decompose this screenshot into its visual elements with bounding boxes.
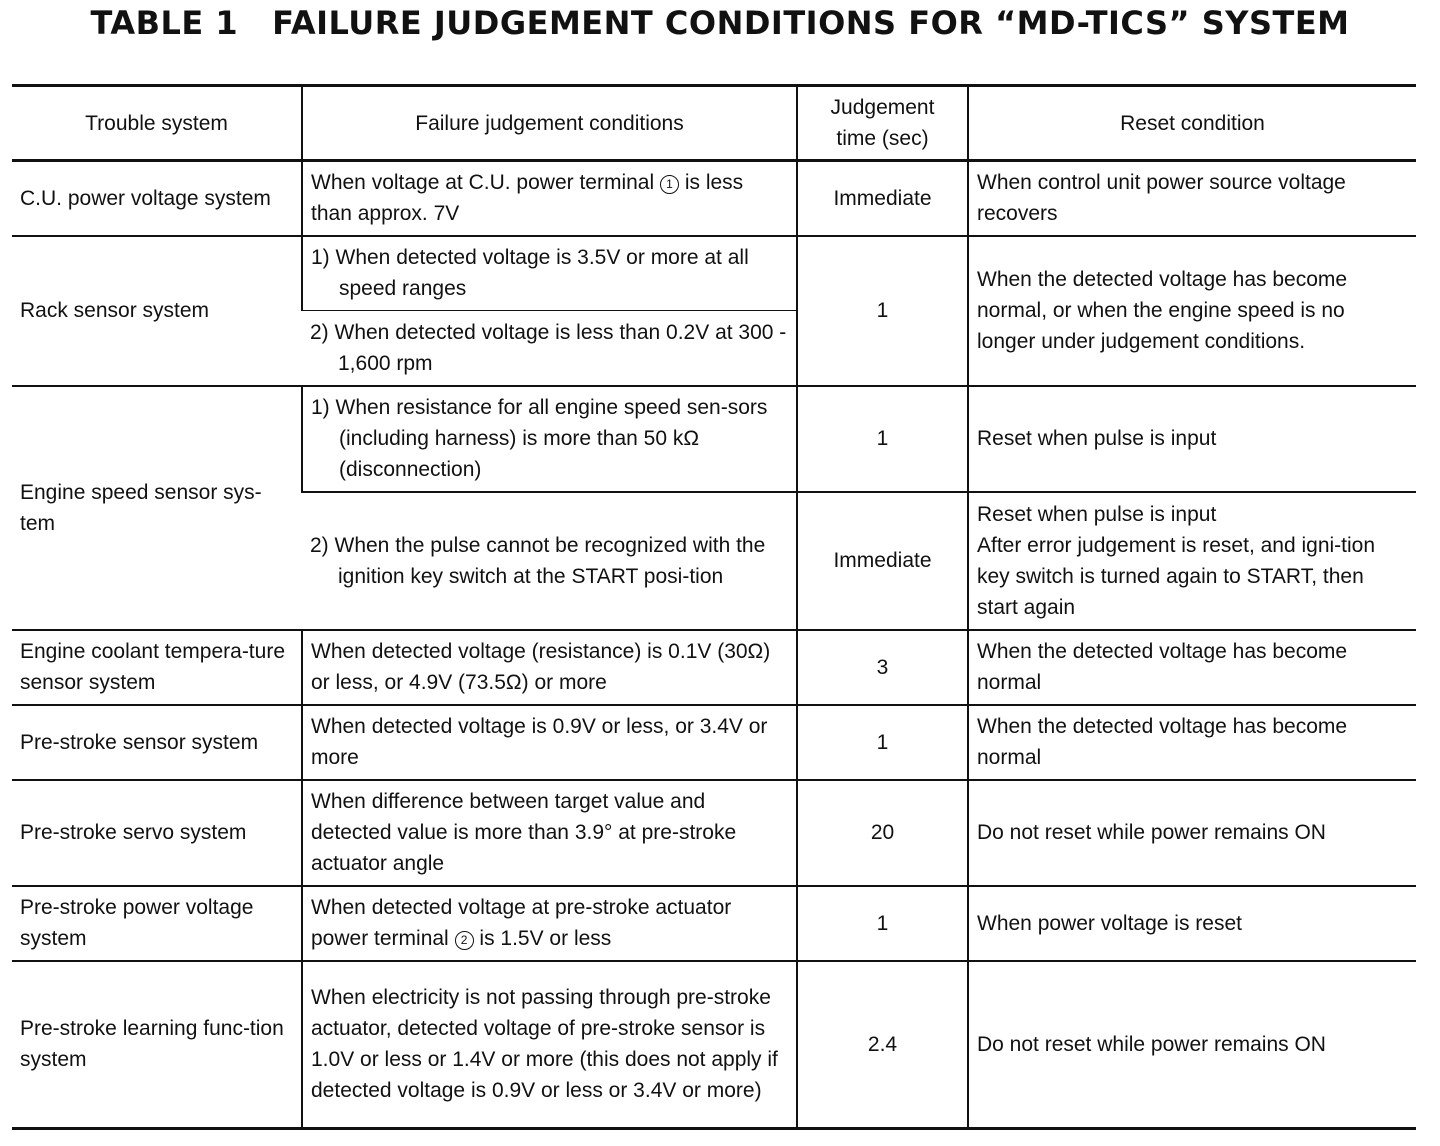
header-judgement-time-line1: Judgement: [830, 96, 935, 119]
reset-condition-cell: Do not reset while power remains ON: [968, 961, 1416, 1129]
trouble-system-cell: Engine speed sensor sys-tem: [12, 386, 302, 630]
table-row: [12, 236, 1416, 311]
table-row: [12, 780, 1416, 886]
reset-condition-cell: When control unit power source voltage recovers: [968, 161, 1416, 236]
failure-condition-cell: [302, 161, 797, 236]
trouble-system-cell: Pre-stroke power voltage system: [12, 886, 302, 961]
trouble-system-cell: Rack sensor system: [12, 236, 302, 386]
table-row: [12, 961, 1416, 1129]
table-row: [12, 161, 1416, 236]
reset-condition-cell: Reset when pulse is input: [968, 386, 1416, 492]
failure-condition-cell: When detected voltage is 0.9V or less, or 3.4V or more: [302, 705, 797, 780]
page-title: [0, 4, 1440, 42]
header-reset-condition: Reset condition: [968, 86, 1416, 161]
failure-condition-cell: When difference between target value and detected value is more than 3.9° at pre-stroke actuator angle: [302, 780, 797, 886]
table-number: TABLE 1: [90, 4, 239, 42]
failure-condition-cell: When detected voltage (resistance) is 0.1V (30Ω) or less, or 4.9V (73.5Ω) or more: [302, 630, 797, 705]
judgement-time-cell: 1: [797, 386, 968, 492]
judgement-time-cell: 20: [797, 780, 968, 886]
table-row: [12, 630, 1416, 705]
judgement-time-cell: Immediate: [797, 161, 968, 236]
table-title: FAILURE JUDGEMENT CONDITIONS FOR “MD-TICS” SYSTEM: [272, 4, 1350, 42]
failure-condition-cell: [302, 886, 797, 961]
reset-condition-cell: When the detected voltage has become normal: [968, 630, 1416, 705]
judgement-time-cell: 1: [797, 886, 968, 961]
judgement-time-cell: 1: [797, 236, 968, 386]
failure-condition-cell: 2) When the pulse cannot be recognized with the ignition key switch at the START posi-tion: [302, 492, 797, 630]
reset-condition-cell: When power voltage is reset: [968, 886, 1416, 961]
trouble-system-cell: Pre-stroke sensor system: [12, 705, 302, 780]
condition-text: is less than approx. 7V: [311, 171, 744, 226]
terminal-number-badge: 2: [455, 931, 474, 950]
table-row: [12, 386, 1416, 492]
trouble-system-cell: Pre-stroke learning func-tion system: [12, 961, 302, 1129]
header-trouble-system: Trouble system: [12, 86, 302, 161]
condition-text: When voltage at C.U. power terminal: [311, 171, 660, 195]
reset-condition-cell: When the detected voltage has become normal: [968, 705, 1416, 780]
terminal-number-badge: 1: [660, 175, 679, 194]
header-failure-conditions: Failure judgement conditions: [302, 86, 797, 161]
failure-condition-cell: 2) When detected voltage is less than 0.2V at 300 - 1,600 rpm: [302, 311, 797, 386]
judgement-time-cell: 1: [797, 705, 968, 780]
judgement-time-cell: Immediate: [797, 492, 968, 630]
header-row: [12, 86, 1416, 161]
judgement-time-cell: 3: [797, 630, 968, 705]
failure-judgement-table: [12, 84, 1416, 1130]
header-judgement-time-line2: time (sec): [836, 127, 929, 150]
failure-condition-cell: 1) When detected voltage is 3.5V or more at all speed ranges: [302, 236, 797, 311]
reset-condition-line: After error judgement is reset, and igni-tion key switch is turned again to START, then start again: [977, 533, 1376, 619]
condition-text: is 1.5V or less: [473, 927, 612, 950]
table-row: [12, 705, 1416, 780]
judgement-time-cell: 2.4: [797, 961, 968, 1129]
trouble-system-cell: C.U. power voltage system: [12, 161, 302, 236]
table-row: [12, 886, 1416, 961]
reset-condition-cell: When the detected voltage has become normal, or when the engine speed is no longer under judgement conditions.: [968, 236, 1416, 386]
trouble-system-cell: Engine coolant tempera-ture sensor system: [12, 630, 302, 705]
reset-condition-cell: [968, 492, 1416, 630]
reset-condition-cell: Do not reset while power remains ON: [968, 780, 1416, 886]
condition-text: When detected voltage at pre-stroke actuator power terminal: [311, 896, 732, 950]
failure-condition-cell: When electricity is not passing through pre-stroke actuator, detected voltage of pre-stroke sensor is 1.0V or less or 1.4V or more (this does not apply if detected voltage is 0.9V or less or 3.4V or more): [302, 961, 797, 1129]
failure-condition-cell: 1) When resistance for all engine speed sen-sors (including harness) is more than 50 kΩ (disconnection): [302, 386, 797, 492]
header-judgement-time: [797, 86, 968, 161]
reset-condition-line: Reset when pulse is input: [977, 502, 1217, 526]
trouble-system-cell: Pre-stroke servo system: [12, 780, 302, 886]
